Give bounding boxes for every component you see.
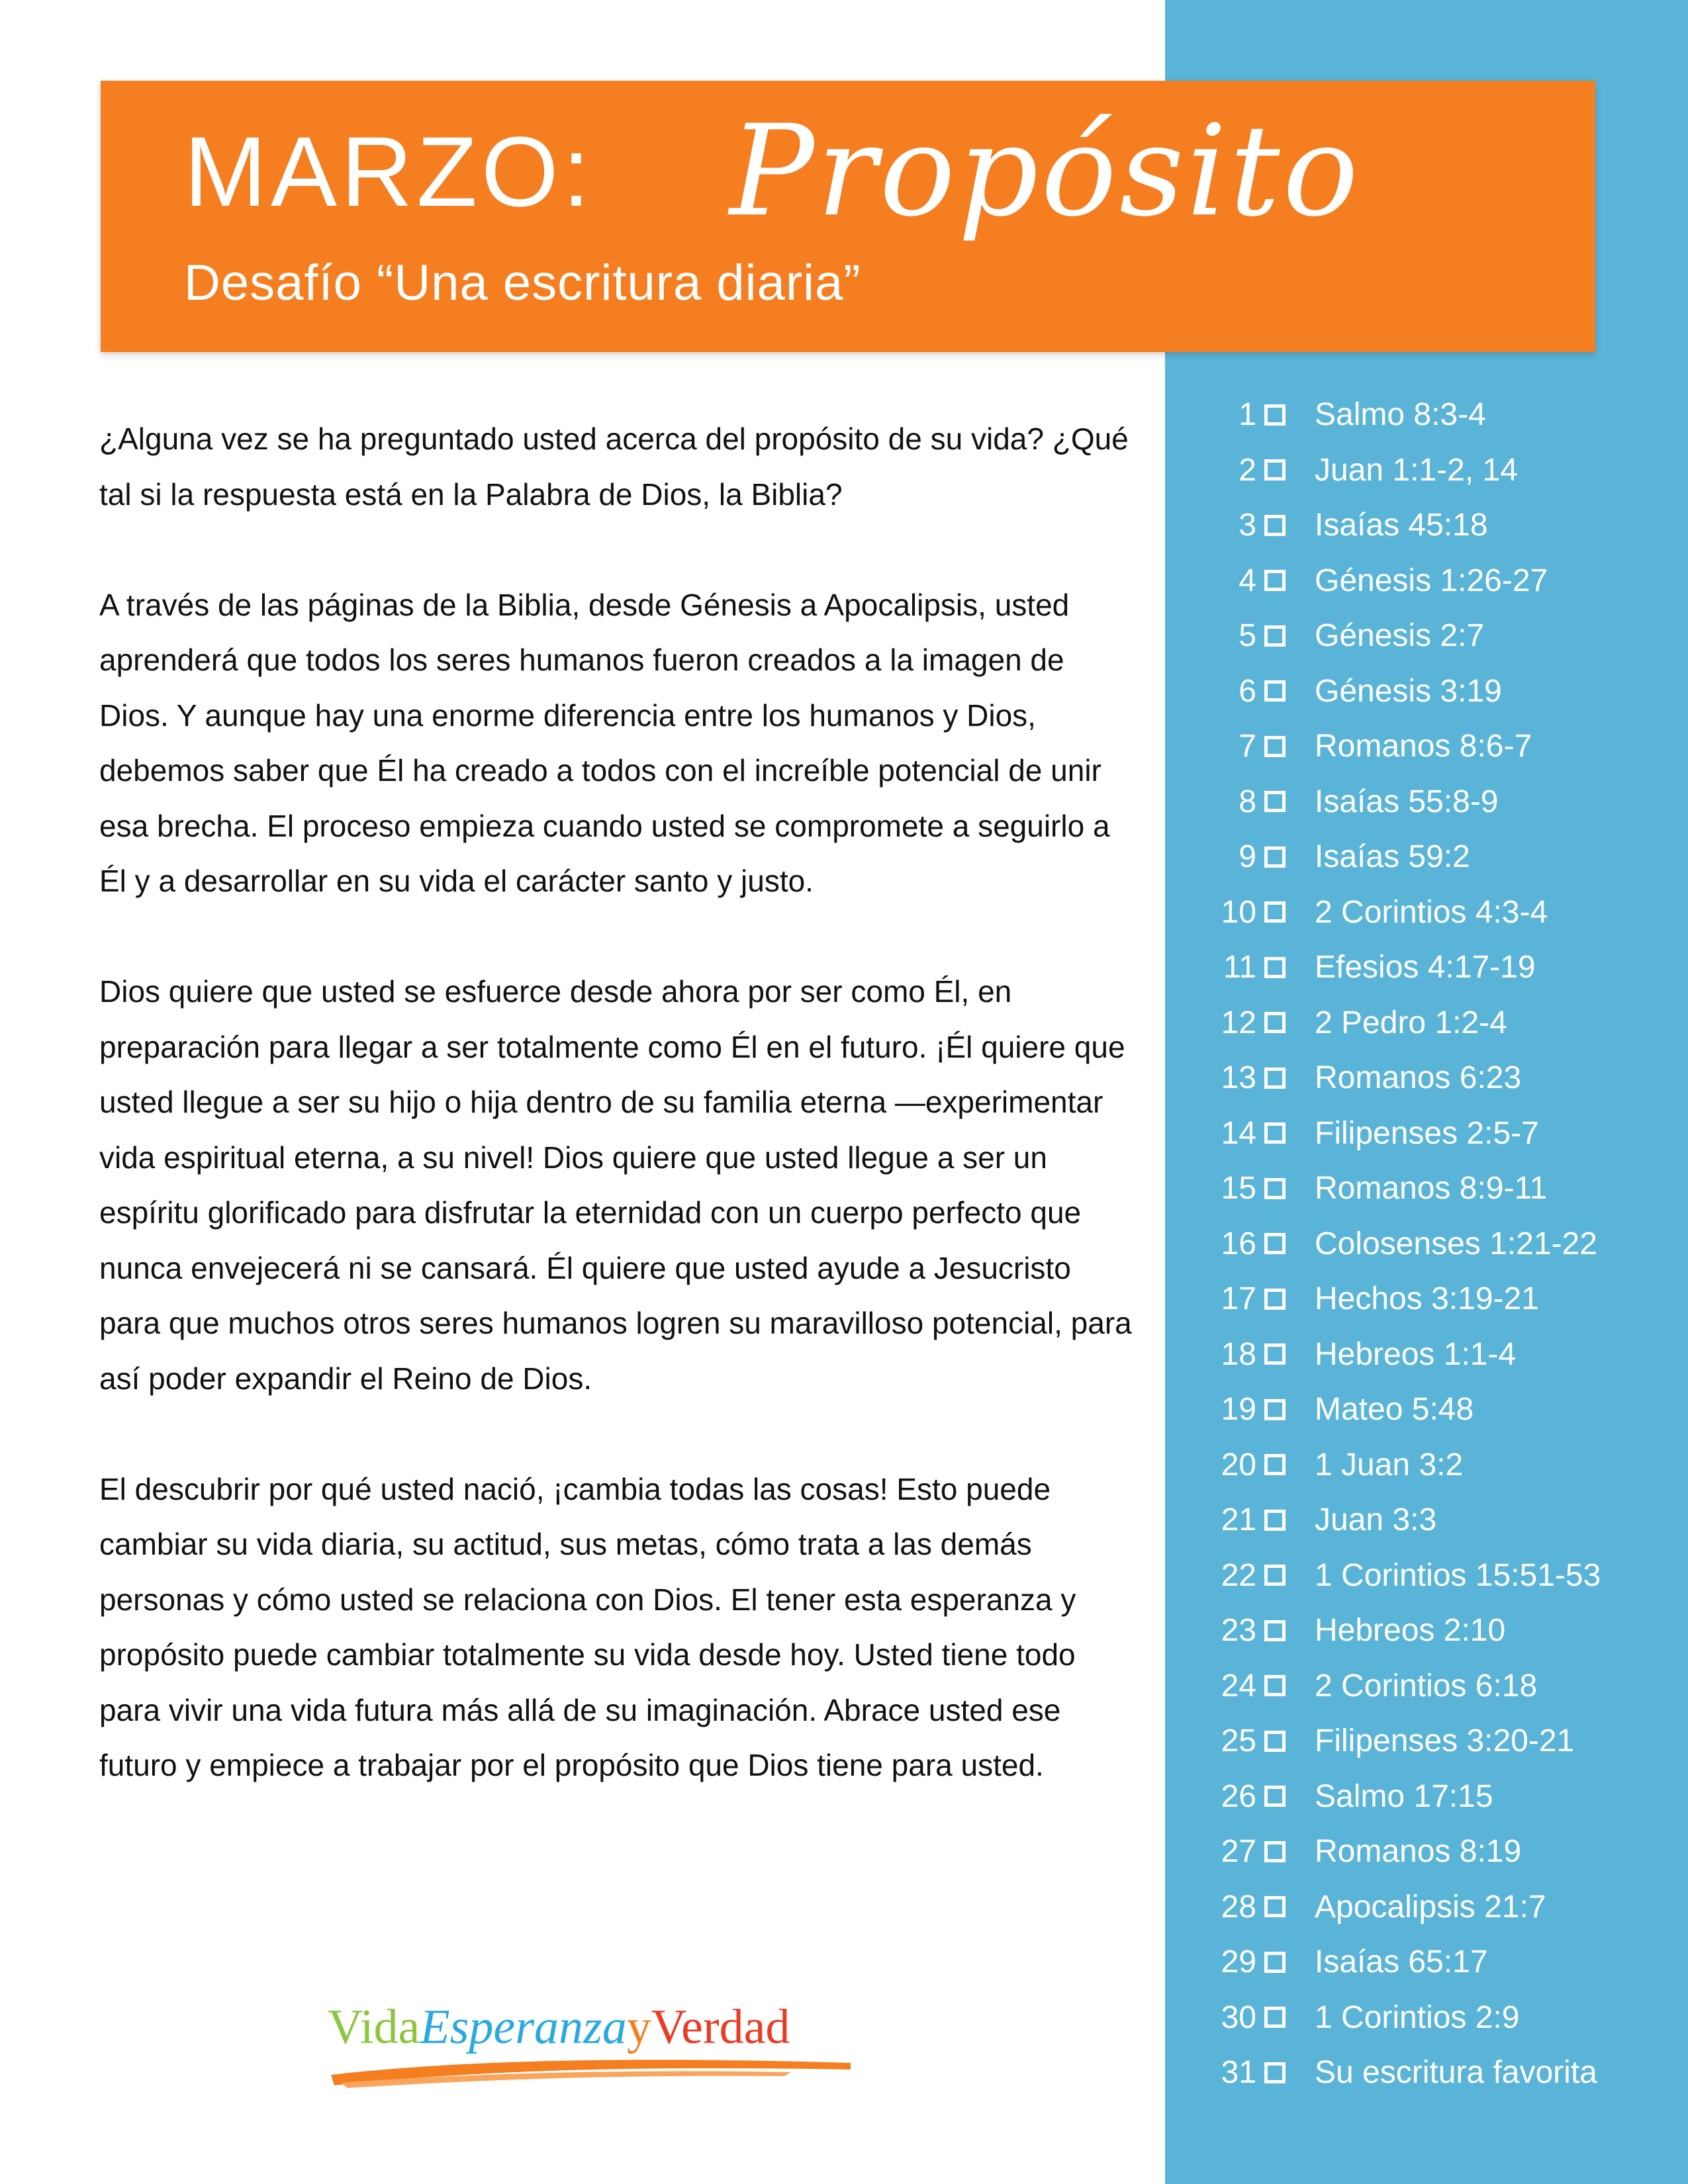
- reading-item: [1205, 1216, 1668, 1272]
- reading-item: [1205, 1934, 1668, 1990]
- day-checkbox[interactable]: [1264, 1952, 1286, 1973]
- day-number: 22: [1221, 1557, 1256, 1593]
- scripture-reference: 2 Corintios 4:3-4: [1315, 894, 1548, 930]
- day-number: 26: [1221, 1778, 1256, 1814]
- logo-vida: Vida: [328, 2000, 420, 2054]
- day-number: 24: [1221, 1668, 1256, 1704]
- day-number: 13: [1221, 1060, 1256, 1096]
- day-checkbox[interactable]: [1264, 1233, 1286, 1254]
- day-number: 20: [1221, 1447, 1256, 1482]
- reading-list: [1205, 387, 1668, 2101]
- day-checkbox[interactable]: [1264, 1012, 1286, 1033]
- day-checkbox[interactable]: [1264, 459, 1286, 480]
- reading-item: [1205, 1492, 1668, 1548]
- reading-item: [1205, 1990, 1668, 2046]
- reading-item: [1205, 1437, 1668, 1493]
- reading-item: [1205, 1659, 1668, 1714]
- reading-item: [1205, 1161, 1668, 1216]
- day-checkbox[interactable]: [1264, 515, 1286, 536]
- day-checkbox[interactable]: [1264, 1178, 1286, 1199]
- day-number: 10: [1221, 894, 1256, 930]
- scripture-reference: Apocalipsis 21:7: [1315, 1889, 1546, 1925]
- reading-item: [1205, 1880, 1668, 1935]
- day-number: 12: [1221, 1005, 1256, 1040]
- day-number: 17: [1221, 1281, 1256, 1317]
- day-number: 15: [1221, 1171, 1256, 1206]
- day-number: 23: [1221, 1613, 1256, 1649]
- scripture-reference: Isaías 45:18: [1315, 508, 1488, 543]
- day-checkbox[interactable]: [1264, 1068, 1286, 1089]
- day-checkbox[interactable]: [1264, 1454, 1286, 1475]
- day-checkbox[interactable]: [1264, 680, 1286, 702]
- day-number: 2: [1239, 452, 1256, 488]
- reading-item: [1205, 995, 1668, 1051]
- scripture-reference: Filipenses 2:5-7: [1315, 1115, 1539, 1151]
- reading-item: [1205, 1769, 1668, 1825]
- scripture-reference: Isaías 65:17: [1315, 1944, 1488, 1980]
- reading-item: [1205, 774, 1668, 830]
- scripture-reference: Génesis 1:26-27: [1315, 563, 1548, 598]
- reading-item: [1205, 664, 1668, 719]
- day-checkbox[interactable]: [1264, 2062, 1286, 2083]
- scripture-reference: Su escritura favorita: [1315, 2055, 1597, 2091]
- day-checkbox[interactable]: [1264, 846, 1286, 868]
- day-number: 28: [1221, 1889, 1256, 1925]
- scripture-reference: Juan 1:1-2, 14: [1315, 452, 1518, 488]
- day-number: 14: [1221, 1115, 1256, 1151]
- logo-verdad: Verdad: [651, 2000, 790, 2054]
- page-title: MARZO:: [184, 116, 594, 227]
- reading-item: [1205, 1824, 1668, 1880]
- paragraph: El descubrir por qué usted nació, ¡cambia todas las cosas! Esto puede cambiar su vida diaria, su actitud, sus metas, cómo trata a las demás personas y cómo usted se relaciona con Dios. El tener esta esperanza y propósito puede cambiar totalmente su vida desde hoy. Usted tiene todo para vivir una vida futura más allá de su imaginación. Abrace usted ese futuro y empiece a trabajar por el propósito que Dios tiene para usted.: [99, 1471, 1076, 1782]
- scripture-reference: Hechos 3:19-21: [1315, 1281, 1539, 1317]
- scripture-reference: Salmo 8:3-4: [1315, 397, 1486, 433]
- day-checkbox[interactable]: [1264, 625, 1286, 647]
- reading-item: [1205, 553, 1668, 609]
- logo-swoosh-icon: [328, 2048, 857, 2095]
- reading-item: [1205, 443, 1668, 498]
- scripture-reference: Romanos 6:23: [1315, 1060, 1522, 1096]
- reading-item: [1205, 719, 1668, 774]
- paragraph: A través de las páginas de la Biblia, desde Génesis a Apocalipsis, usted aprenderá que todos los seres humanos fueron creados a la imagen de Dios. Y aunque hay una enorme diferencia entre los humanos y Dios, debemos saber que Él ha creado a todos con el increíble potencial de unir esa brecha. El proceso empieza cuando usted se compromete a seguirlo a Él y a desarrollar en su vida el carácter santo y justo.: [99, 587, 1110, 898]
- day-number: 4: [1239, 563, 1256, 598]
- day-checkbox[interactable]: [1264, 901, 1286, 923]
- day-checkbox[interactable]: [1264, 1289, 1286, 1310]
- scripture-reference: Hebreos 1:1-4: [1315, 1336, 1517, 1372]
- scripture-reference: Efesios 4:17-19: [1315, 950, 1536, 985]
- day-checkbox[interactable]: [1264, 1675, 1286, 1696]
- paragraph: Dios quiere que usted se esfuerce desde ahora por ser como Él, en preparación para llegar a ser totalmente como Él en el futuro. ¡Él quiere que usted llegue a ser su hijo o hija dentro de su familia eterna —experimentar vida espiritual eterna, a su nivel! Dios quiere que usted llegue a ser un espíritu glorificado para disfrutar la eternidad con un cuerpo perfecto que nunca envejecerá ni se cansará. Él quiere que usted ayude a Jesucristo para que muchos otros seres humanos logren su maravilloso potencial, para así poder expandir el Reino de Dios.: [99, 974, 1132, 1396]
- day-number: 3: [1239, 508, 1256, 543]
- vida-esperanza-verdad-logo: [328, 2002, 857, 2095]
- scripture-reference: Mateo 5:48: [1315, 1392, 1474, 1428]
- day-number: 16: [1221, 1226, 1256, 1261]
- day-checkbox[interactable]: [1264, 1620, 1286, 1641]
- body-text: [99, 412, 1132, 1848]
- scripture-reference: Salmo 17:15: [1315, 1778, 1493, 1814]
- logo-wordmark: [328, 2002, 790, 2052]
- scripture-reference: 2 Corintios 6:18: [1315, 1668, 1538, 1704]
- scripture-reference: Isaías 55:8-9: [1315, 784, 1499, 819]
- day-checkbox[interactable]: [1264, 1399, 1286, 1420]
- day-number: 30: [1221, 1999, 1256, 2035]
- scripture-reference: Juan 3:3: [1315, 1502, 1437, 1538]
- day-checkbox[interactable]: [1264, 791, 1286, 812]
- scripture-reference: 1 Corintios 15:51-53: [1315, 1557, 1601, 1593]
- reading-item: [1205, 2045, 1668, 2101]
- day-checkbox[interactable]: [1264, 1896, 1286, 1917]
- day-number: 29: [1221, 1944, 1256, 1980]
- scripture-reference: Colosenses 1:21-22: [1315, 1226, 1597, 1261]
- scripture-reference: 2 Pedro 1:2-4: [1315, 1005, 1507, 1040]
- day-number: 1: [1239, 397, 1256, 433]
- day-checkbox[interactable]: [1264, 1841, 1286, 1862]
- day-checkbox[interactable]: [1264, 1786, 1286, 1807]
- reading-item: [1205, 1548, 1668, 1604]
- day-number: 19: [1221, 1392, 1256, 1428]
- day-checkbox[interactable]: [1264, 2007, 1286, 2028]
- scripture-reference: 1 Corintios 2:9: [1315, 1999, 1520, 2035]
- scripture-reference: Filipenses 3:20-21: [1315, 1723, 1575, 1759]
- day-checkbox[interactable]: [1264, 1343, 1286, 1365]
- scripture-reference: Génesis 3:19: [1315, 673, 1502, 709]
- day-number: 18: [1221, 1336, 1256, 1372]
- day-number: 27: [1221, 1834, 1256, 1870]
- reading-item: [1205, 498, 1668, 553]
- header-banner: [101, 81, 1595, 352]
- day-checkbox[interactable]: [1264, 404, 1286, 426]
- day-checkbox[interactable]: [1264, 957, 1286, 978]
- day-checkbox[interactable]: [1264, 570, 1286, 591]
- page-subtitle: Desafío “Una escritura diaria”: [184, 255, 861, 311]
- day-number: 8: [1239, 784, 1256, 819]
- day-number: 9: [1239, 839, 1256, 875]
- scripture-reference: Romanos 8:6-7: [1315, 729, 1532, 764]
- scripture-reference: Hebreos 2:10: [1315, 1613, 1506, 1649]
- day-number: 6: [1239, 673, 1256, 709]
- scripture-reference: Génesis 2:7: [1315, 618, 1485, 654]
- day-number: 21: [1221, 1502, 1256, 1538]
- reading-item: [1205, 608, 1668, 664]
- reading-item: [1205, 1603, 1668, 1659]
- reading-item: [1205, 1713, 1668, 1769]
- scripture-reference: 1 Juan 3:2: [1315, 1447, 1464, 1482]
- day-number: 25: [1221, 1723, 1256, 1759]
- logo-esperanza: Esperanza: [420, 2000, 627, 2054]
- day-number: 5: [1239, 618, 1256, 654]
- day-checkbox[interactable]: [1264, 1731, 1286, 1752]
- day-checkbox[interactable]: [1264, 1565, 1286, 1586]
- day-number: 31: [1221, 2055, 1256, 2091]
- reading-item: [1205, 1050, 1668, 1106]
- reading-item: [1205, 885, 1668, 940]
- logo-y: y: [626, 2000, 651, 2054]
- reading-item: [1205, 940, 1668, 995]
- reading-item: [1205, 1271, 1668, 1327]
- reading-item: [1205, 1382, 1668, 1437]
- day-checkbox[interactable]: [1264, 736, 1286, 757]
- reading-item: [1205, 829, 1668, 885]
- scripture-reference: Romanos 8:19: [1315, 1834, 1522, 1870]
- reading-item: [1205, 1106, 1668, 1161]
- scripture-reference: Isaías 59:2: [1315, 839, 1470, 875]
- reading-item: [1205, 387, 1668, 443]
- day-number: 7: [1239, 729, 1256, 764]
- reading-item: [1205, 1327, 1668, 1383]
- day-checkbox[interactable]: [1264, 1510, 1286, 1531]
- script-title: Propósito: [729, 98, 1362, 244]
- paragraph: ¿Alguna vez se ha preguntado usted acerca del propósito de su vida? ¿Qué tal si la respuesta está en la Palabra de Dios, la Biblia?: [99, 422, 1129, 512]
- day-number: 11: [1223, 950, 1256, 985]
- day-checkbox[interactable]: [1264, 1122, 1286, 1144]
- scripture-reference: Romanos 8:9-11: [1315, 1171, 1548, 1206]
